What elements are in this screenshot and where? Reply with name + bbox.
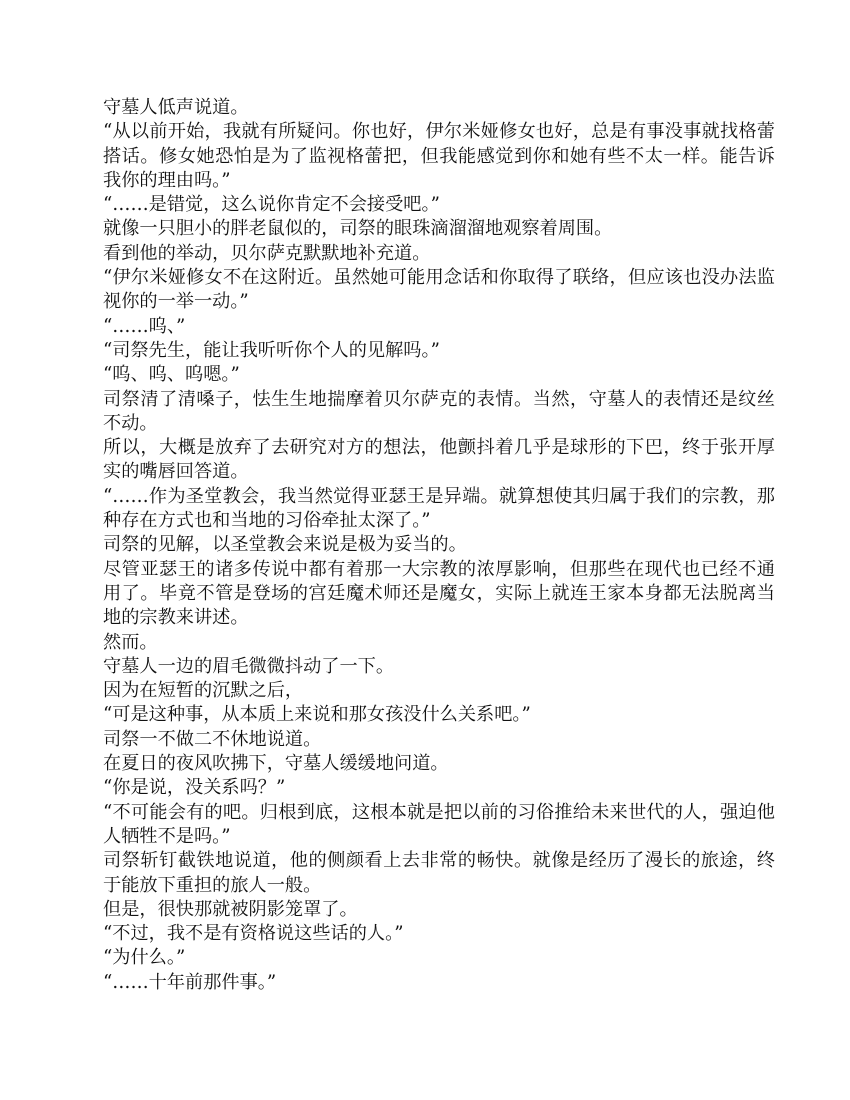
- paragraph: 司祭清了清嗓子，怯生生地揣摩着贝尔萨克的表情。当然，守墓人的表情还是纹丝不动。: [103, 388, 775, 434]
- paragraph: 所以，大概是放弃了去研究对方的想法，他颤抖着几乎是球形的下巴，终于张开厚实的嘴唇回答道。: [103, 437, 775, 483]
- paragraph: “从以前开始，我就有所疑问。你也好，伊尔米娅修女也好，总是有事没事就找格蕾搭话。修女她恐怕是为了监视格蕾把，但我能感觉到你和她有些不太一样。能告诉我你的理由吗。”: [103, 121, 775, 191]
- paragraph: 司祭的见解，以圣堂教会来说是极为妥当的。: [103, 534, 467, 556]
- paragraph: 在夏日的夜风吹拂下，守墓人缓缓地问道。: [103, 753, 449, 775]
- paragraph: “你是说，没关系吗？”: [103, 777, 286, 799]
- paragraph: 尽管亚瑟王的诸多传说中都有着那一大宗教的浓厚影响，但那些在现代也已经不通用了。毕竟不管是登场的宫廷魔术师还是魔女，实际上就连王家本身都无法脱离当地的宗教来讲述。: [103, 558, 775, 629]
- paragraph: “呜、呜、呜嗯。”: [103, 364, 240, 386]
- paragraph: “……十年前那件事。”: [103, 971, 277, 993]
- paragraph: 守墓人一边的眉毛微微抖动了一下。: [103, 655, 395, 677]
- paragraph: 因为在短暂的沉默之后，: [103, 680, 304, 702]
- paragraph: 但是，很快那就被阴影笼罩了。: [103, 898, 358, 920]
- paragraph: “伊尔米娅修女不在这附近。虽然她可能用念话和你取得了联络，但应该也没办法监视你的一举一动。”: [103, 267, 775, 313]
- paragraph: “为什么。”: [103, 947, 186, 969]
- document-body: [103, 96, 775, 995]
- paragraph: 守墓人低声说道。: [103, 97, 249, 118]
- paragraph: “……作为圣堂教会，我当然觉得亚瑟王是异端。就算想使其归属于我们的宗教，那种存在方式也和当地的习俗牵扯太深了。”: [103, 485, 775, 532]
- paragraph: 就像一只胆小的胖老鼠似的，司祭的眼珠滴溜溜地观察着周围。: [103, 218, 613, 240]
- paragraph: 司祭斩钉截铁地说道，他的侧颜看上去非常的畅快。就像是经历了漫长的旅途，终于能放下重担的旅人一般。: [103, 850, 775, 896]
- paragraph: “……呜、”: [103, 315, 186, 337]
- paragraph: “……是错觉，这么说你肯定不会接受吧。”: [103, 194, 440, 216]
- paragraph: 看到他的举动，贝尔萨克默默地补充道。: [103, 242, 431, 264]
- paragraph: “司祭先生，能让我听听你个人的见解吗。”: [103, 339, 440, 361]
- paragraph: “不可能会有的吧。归根到底，这根本就是把以前的习俗推给未来世代的人，强迫他人牺牲不是吗。”: [103, 801, 775, 847]
- paragraph: “不过，我不是有资格说这些话的人。”: [103, 923, 404, 945]
- paragraph: 然而。: [103, 631, 158, 653]
- paragraph: 司祭一不做二不休地说道。: [103, 728, 322, 750]
- paragraph: “可是这种事，从本质上来说和那女孩没什么关系吧。”: [103, 704, 531, 726]
